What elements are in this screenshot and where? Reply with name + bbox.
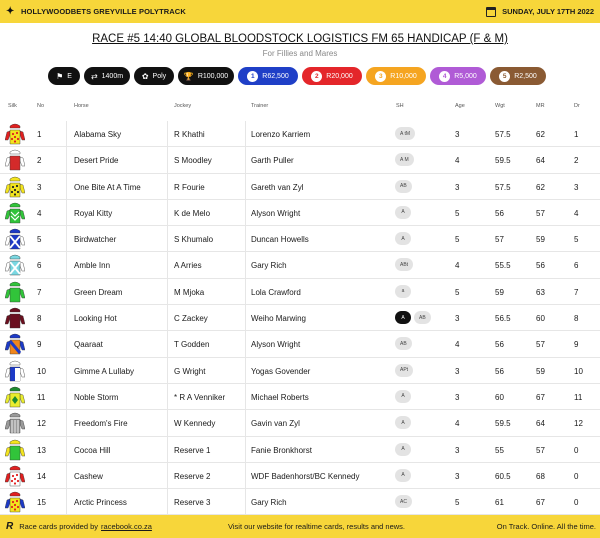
pill-label: E bbox=[67, 72, 72, 80]
jockey-name: A Arries bbox=[174, 261, 202, 271]
jockey-name: K de Melo bbox=[174, 208, 211, 218]
table-row[interactable] bbox=[0, 252, 600, 278]
runner-number: 12 bbox=[37, 419, 46, 429]
table-row[interactable] bbox=[0, 358, 600, 384]
sh-badges bbox=[395, 206, 411, 219]
footer-credit bbox=[6, 521, 152, 532]
table-row[interactable] bbox=[0, 226, 600, 252]
pill-5 bbox=[302, 67, 362, 85]
col-trainer: Trainer bbox=[251, 103, 269, 109]
jockey-silk-icon bbox=[5, 149, 25, 171]
table-row[interactable] bbox=[0, 463, 600, 489]
horse-name: Green Dream bbox=[74, 287, 123, 297]
sh-badge: AB bbox=[395, 180, 412, 193]
runner-number: 1 bbox=[37, 130, 42, 139]
venue bbox=[6, 7, 186, 17]
pill-0 bbox=[48, 67, 80, 85]
trainer-name: Gareth van Zyl bbox=[251, 182, 304, 192]
draw: 4 bbox=[574, 208, 579, 218]
footer-credit-text: Race cards provided by bbox=[19, 522, 99, 531]
table-row[interactable] bbox=[0, 331, 600, 357]
sh-badge: A M bbox=[395, 153, 414, 166]
jockey-silk-icon bbox=[5, 412, 25, 434]
runner-weight: 61 bbox=[495, 498, 504, 508]
jockey-silk-icon bbox=[5, 176, 25, 198]
runner-weight: 57.5 bbox=[495, 130, 511, 139]
sh-badges bbox=[395, 416, 411, 429]
merit-rating: 59 bbox=[536, 235, 545, 245]
pill-1 bbox=[84, 67, 130, 85]
pill-4 bbox=[238, 67, 298, 85]
runner-age: 5 bbox=[455, 498, 460, 508]
sh-badge: A bbox=[395, 416, 411, 429]
runner-number: 14 bbox=[37, 471, 46, 481]
horse-name: Cocoa Hill bbox=[74, 445, 111, 455]
sh-badges bbox=[395, 258, 413, 271]
jockey-name: M Mjoka bbox=[174, 287, 205, 297]
race-info-pills bbox=[48, 67, 558, 85]
jockey-silk-icon bbox=[5, 123, 25, 145]
runner-weight: 60 bbox=[495, 392, 504, 402]
horse-name: Arctic Princess bbox=[74, 498, 127, 508]
table-row[interactable] bbox=[0, 121, 600, 147]
runner-number: 9 bbox=[37, 340, 42, 350]
runner-age: 3 bbox=[455, 182, 460, 192]
jockey-silk-icon bbox=[5, 202, 25, 224]
sh-badge: AB bbox=[395, 337, 412, 350]
col-no: No bbox=[37, 103, 45, 109]
race-title: RACE #5 14:40 GLOBAL BLOODSTOCK LOGISTICS FM 65 HANDICAP (F & M) bbox=[92, 33, 508, 45]
sh-badges bbox=[395, 285, 411, 298]
race-date bbox=[486, 7, 594, 17]
sh-badges bbox=[395, 232, 411, 245]
merit-rating: 57 bbox=[536, 340, 545, 350]
pill-label: R5,000 bbox=[454, 72, 477, 80]
race-date-text: SUNDAY, JULY 17TH 2022 bbox=[502, 7, 594, 16]
table-row[interactable] bbox=[0, 174, 600, 200]
pill-2 bbox=[134, 67, 174, 85]
sh-badges bbox=[395, 469, 411, 482]
runner-number: 4 bbox=[37, 208, 42, 218]
merit-rating: 68 bbox=[536, 471, 545, 481]
table-row[interactable] bbox=[0, 200, 600, 226]
runner-age: 5 bbox=[455, 208, 460, 218]
jockey-name: R Khathi bbox=[174, 130, 205, 139]
trainer-name: Gavin van Zyl bbox=[251, 419, 300, 429]
horse-name: Desert Pride bbox=[74, 156, 119, 166]
sh-badge: a bbox=[395, 285, 411, 298]
jockey-name: G Wright bbox=[174, 366, 206, 376]
trainer-name: WDF Badenhorst/BC Kennedy bbox=[251, 471, 360, 481]
jockey-name: S Moodley bbox=[174, 156, 212, 166]
table-header bbox=[0, 103, 600, 115]
footer-banner bbox=[0, 515, 600, 538]
runner-number: 2 bbox=[37, 156, 42, 166]
sh-badges bbox=[395, 495, 412, 508]
runner-age: 5 bbox=[455, 235, 460, 245]
merit-rating: 62 bbox=[536, 182, 545, 192]
draw: 3 bbox=[574, 182, 579, 192]
pill-label: R10,000 bbox=[390, 72, 417, 80]
sh-badge: APt bbox=[395, 364, 413, 377]
trainer-name: Michael Roberts bbox=[251, 392, 309, 402]
jockey-silk-icon bbox=[5, 281, 25, 303]
trainer-name: Lorenzo Karriem bbox=[251, 130, 311, 139]
sh-badge: AB bbox=[414, 311, 431, 324]
runner-age: 5 bbox=[455, 287, 460, 297]
trainer-name: Lola Crawford bbox=[251, 287, 301, 297]
place-number: 4 bbox=[439, 71, 450, 82]
jockey-name: T Godden bbox=[174, 340, 210, 350]
table-row[interactable] bbox=[0, 279, 600, 305]
place-number: 3 bbox=[375, 71, 386, 82]
horse-name: Cashew bbox=[74, 471, 103, 481]
merit-rating: 63 bbox=[536, 287, 545, 297]
horse-name: Amble Inn bbox=[74, 261, 111, 271]
draw: 7 bbox=[574, 287, 579, 297]
trainer-name: Fanie Bronkhorst bbox=[251, 445, 312, 455]
pill-6 bbox=[366, 67, 426, 85]
table-row[interactable] bbox=[0, 147, 600, 173]
draw: 9 bbox=[574, 340, 579, 350]
jockey-silk-icon bbox=[5, 254, 25, 276]
runner-weight: 59.5 bbox=[495, 156, 511, 166]
jockey-name: * R A Venniker bbox=[174, 392, 226, 402]
sh-badges bbox=[395, 311, 431, 324]
jockey-silk-icon bbox=[5, 439, 25, 461]
draw: 6 bbox=[574, 261, 579, 271]
race-subtitle: For Fillies and Mares bbox=[262, 49, 338, 58]
sh-badge: ABt bbox=[395, 258, 413, 271]
horse-name: One Bite At A Time bbox=[74, 182, 141, 192]
trainer-name: Yogas Govender bbox=[251, 366, 311, 376]
jockey-name: S Khumalo bbox=[174, 235, 214, 245]
jockey-name: R Fourie bbox=[174, 182, 205, 192]
merit-rating: 60 bbox=[536, 314, 545, 324]
jockey-name: Reserve 3 bbox=[174, 498, 211, 508]
runner-weight: 56.5 bbox=[495, 314, 511, 324]
merit-rating: 56 bbox=[536, 261, 545, 271]
jockey-name: C Zackey bbox=[174, 314, 208, 324]
sh-badges bbox=[395, 364, 413, 377]
merit-rating: 67 bbox=[536, 392, 545, 402]
trainer-name: Gary Rich bbox=[251, 498, 287, 508]
col-jockey: Jockey bbox=[174, 103, 192, 109]
place-number: 1 bbox=[247, 71, 258, 82]
col-sh: SH bbox=[396, 103, 404, 109]
draw: 5 bbox=[574, 235, 579, 245]
pill-label: 1400m bbox=[101, 72, 124, 80]
runner-weight: 60.5 bbox=[495, 471, 511, 481]
jockey-name: W Kennedy bbox=[174, 419, 216, 429]
runner-number: 13 bbox=[37, 445, 46, 455]
jockey-silk-icon bbox=[5, 491, 25, 513]
runner-weight: 56 bbox=[495, 340, 504, 350]
draw: 0 bbox=[574, 471, 579, 481]
horse-name: Noble Storm bbox=[74, 392, 119, 402]
pill-label: R100,000 bbox=[197, 72, 229, 80]
runner-number: 6 bbox=[37, 261, 42, 271]
trainer-name: Duncan Howells bbox=[251, 235, 309, 245]
table-row[interactable] bbox=[0, 437, 600, 463]
runners-table bbox=[0, 121, 600, 515]
runner-age: 3 bbox=[455, 366, 460, 376]
runner-weight: 57.5 bbox=[495, 182, 511, 192]
runner-age: 4 bbox=[455, 419, 460, 429]
runner-weight: 56 bbox=[495, 208, 504, 218]
jockey-name: Reserve 2 bbox=[174, 471, 211, 481]
horse-name: Gimme A Lullaby bbox=[74, 366, 135, 376]
table-row[interactable] bbox=[0, 384, 600, 410]
jockey-silk-icon bbox=[5, 228, 25, 250]
trophy-icon: 🏆 bbox=[183, 71, 194, 81]
jockey-silk-icon bbox=[5, 360, 25, 382]
sh-badges bbox=[395, 390, 411, 403]
hollywoodbets-logo-icon: ✦ bbox=[6, 5, 15, 17]
runner-number: 11 bbox=[37, 392, 46, 402]
place-number: 2 bbox=[311, 71, 322, 82]
trainer-name: Garth Puller bbox=[251, 156, 294, 166]
runner-weight: 55.5 bbox=[495, 261, 511, 271]
calendar-icon bbox=[486, 7, 496, 17]
pill-3 bbox=[178, 67, 234, 85]
col-wgt: Wgt bbox=[495, 103, 505, 109]
trainer-name: Weiho Marwing bbox=[251, 314, 306, 324]
col-horse: Horse bbox=[74, 103, 89, 109]
col-dr: Dr bbox=[574, 103, 580, 109]
runner-weight: 57 bbox=[495, 235, 504, 245]
flag-icon: ⚑ bbox=[56, 71, 64, 81]
runner-age: 3 bbox=[455, 314, 460, 324]
trainer-name: Alyson Wright bbox=[251, 340, 301, 350]
pill-label: R20,000 bbox=[326, 72, 353, 80]
merit-rating: 59 bbox=[536, 366, 545, 376]
horse-name: Freedom's Fire bbox=[74, 419, 128, 429]
pill-label: R62,500 bbox=[262, 72, 289, 80]
sh-badge: A bbox=[395, 443, 411, 456]
sh-badge: A tM bbox=[395, 127, 415, 140]
draw: 1 bbox=[574, 130, 579, 139]
sh-badge-dark: A bbox=[395, 311, 411, 324]
runner-age: 3 bbox=[455, 471, 460, 481]
draw: 11 bbox=[574, 392, 583, 402]
sh-badge: A bbox=[395, 206, 411, 219]
pill-8 bbox=[490, 67, 546, 85]
sh-badges bbox=[395, 153, 414, 166]
runner-number: 15 bbox=[37, 498, 46, 508]
jockey-silk-icon bbox=[5, 386, 25, 408]
runner-number: 8 bbox=[37, 314, 42, 324]
footer-message: Visit our website for realtime cards, results and news. bbox=[228, 522, 406, 531]
sh-badge: AC bbox=[395, 495, 412, 508]
merit-rating: 64 bbox=[536, 156, 545, 166]
pill-label: R2,500 bbox=[514, 72, 537, 80]
venue-name: HOLLYWOODBETS GREYVILLE POLYTRACK bbox=[21, 7, 186, 16]
racebook-logo-icon: R bbox=[6, 521, 14, 532]
sh-badges bbox=[395, 180, 412, 193]
table-row[interactable] bbox=[0, 305, 600, 331]
top-banner bbox=[0, 0, 600, 23]
racebook-link[interactable]: racebook.co.za bbox=[101, 522, 152, 531]
runner-age: 4 bbox=[455, 340, 460, 350]
merit-rating: 64 bbox=[536, 419, 545, 429]
table-row[interactable] bbox=[0, 410, 600, 436]
jockey-name: Reserve 1 bbox=[174, 445, 211, 455]
runner-age: 4 bbox=[455, 156, 460, 166]
sh-badges bbox=[395, 443, 411, 456]
sh-badges bbox=[395, 127, 415, 140]
draw: 10 bbox=[574, 366, 583, 376]
horse-name: Qaaraat bbox=[74, 340, 103, 350]
col-age: Age bbox=[455, 103, 465, 109]
merit-rating: 57 bbox=[536, 208, 545, 218]
sh-badges bbox=[395, 337, 412, 350]
runner-age: 3 bbox=[455, 130, 460, 139]
runner-weight: 59.5 bbox=[495, 419, 511, 429]
jockey-silk-icon bbox=[5, 465, 25, 487]
merit-rating: 57 bbox=[536, 445, 545, 455]
horse-name: Birdwatcher bbox=[74, 235, 117, 245]
table-row[interactable] bbox=[0, 489, 600, 515]
runner-age: 3 bbox=[455, 445, 460, 455]
pill-label: Poly bbox=[152, 72, 167, 80]
col-silk: Silk bbox=[8, 103, 17, 109]
footer-tagline: On Track. Online. All the time. bbox=[496, 522, 596, 531]
surface-icon: ✿ bbox=[141, 71, 149, 81]
runner-weight: 55 bbox=[495, 445, 504, 455]
horse-name: Alabama Sky bbox=[74, 130, 122, 139]
horse-name: Royal Kitty bbox=[74, 208, 113, 218]
sh-badge: A bbox=[395, 232, 411, 245]
runner-age: 4 bbox=[455, 261, 460, 271]
draw: 12 bbox=[574, 419, 583, 429]
runner-number: 7 bbox=[37, 287, 42, 297]
draw: 0 bbox=[574, 445, 579, 455]
horse-name: Looking Hot bbox=[74, 314, 117, 324]
draw: 2 bbox=[574, 156, 579, 166]
runner-number: 10 bbox=[37, 366, 46, 376]
trainer-name: Alyson Wright bbox=[251, 208, 301, 218]
merit-rating: 67 bbox=[536, 498, 545, 508]
runner-age: 3 bbox=[455, 392, 460, 402]
col-mr: MR bbox=[536, 103, 545, 109]
trainer-name: Gary Rich bbox=[251, 261, 287, 271]
runner-number: 5 bbox=[37, 235, 42, 245]
jockey-silk-icon bbox=[5, 333, 25, 355]
runner-number: 3 bbox=[37, 182, 42, 192]
draw: 0 bbox=[574, 498, 579, 508]
sh-badge: A bbox=[395, 390, 411, 403]
jockey-silk-icon bbox=[5, 307, 25, 329]
draw: 8 bbox=[574, 314, 579, 324]
distance-icon: ⇄ bbox=[90, 71, 98, 81]
runner-weight: 56 bbox=[495, 366, 504, 376]
sh-badge: A bbox=[395, 469, 411, 482]
place-number: 5 bbox=[499, 71, 510, 82]
merit-rating: 62 bbox=[536, 130, 545, 139]
pill-7 bbox=[430, 67, 486, 85]
runner-weight: 59 bbox=[495, 287, 504, 297]
